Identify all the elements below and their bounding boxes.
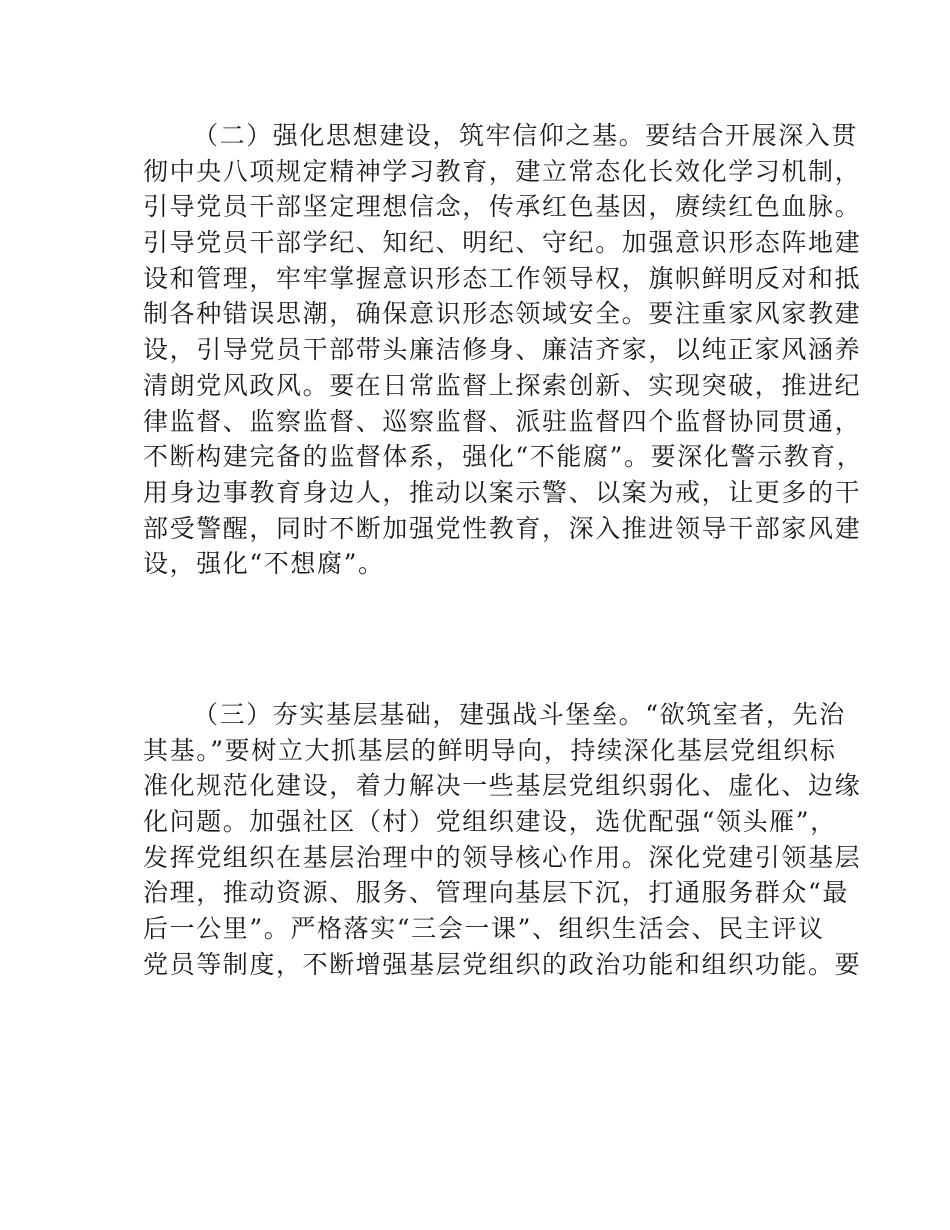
paragraph-line: 准化规范化建设，着力解决一些基层党组织弱化、虚化、边缘 (143, 771, 862, 801)
paragraph-line: 不断构建完备的监督体系，强化“不能腐”。要深化警示教育， (143, 442, 864, 472)
paragraph-consolidate-grassroots (143, 697, 862, 983)
paragraph-line: （二）强化思想建设，筑牢信仰之基。要结合开展深入贯 (193, 121, 859, 150)
paragraph-line: 制各种错误思潮，确保意识形态领域安全。要注重家风家教建 (143, 299, 862, 329)
paragraph-line: （三）夯实基层基础，建强战斗堡垒。“欲筑室者，先治 (193, 700, 846, 729)
paragraph-line: 用身边事教育身边人，推动以案示警、以案为戒，让更多的干 (143, 477, 862, 507)
paragraph-strengthen-ideology (143, 118, 864, 582)
paragraph-line: 引导党员干部坚定理想信念，传承红色基因，赓续红色血脉。 (143, 192, 862, 222)
paragraph-line: 律监督、监察监督、巡察监督、派驻监督四个监督协同贯通， (143, 406, 862, 436)
paragraph-line: 化问题。加强社区（村）党组织建设，选优配强“领头雁”， (143, 807, 837, 837)
paragraph-line: 设和管理，牢牢掌握意识形态工作领导权，旗帜鲜明反对和抵 (143, 263, 862, 293)
paragraph-line: 治理，推动资源、服务、管理向基层下沉，打通服务群众“最 (143, 878, 849, 908)
paragraph-line: 发挥党组织在基层治理中的领导核心作用。深化党建引领基层 (143, 842, 862, 872)
paragraph-line: 党员等制度，不断增强基层党组织的政治功能和组织功能。要 (143, 949, 862, 979)
paragraph-line: 后一公里”。严格落实“三会一课”、组织生活会、民主评议 (143, 914, 825, 944)
paragraph-line: 设，引导党员干部带头廉洁修身、廉洁齐家，以纯正家风涵养 (143, 335, 862, 365)
paragraph-line: 引导党员干部学纪、知纪、明纪、守纪。加强意识形态阵地建 (143, 228, 862, 258)
paragraph-line: 其基。”要树立大抓基层的鲜明导向，持续深化基层党组织标 (143, 735, 837, 765)
paragraph-line: 彻中央八项规定精神学习教育，建立常态化长效化学习机制， (143, 156, 862, 186)
paragraph-line: 设，强化“不想腐”。 (143, 549, 385, 579)
paragraph-line: 部受警醒，同时不断加强党性教育，深入推进领导干部家风建 (143, 513, 862, 543)
paragraph-line: 清朗党风政风。要在日常监督上探索创新、实现突破，推进纪 (143, 370, 862, 400)
